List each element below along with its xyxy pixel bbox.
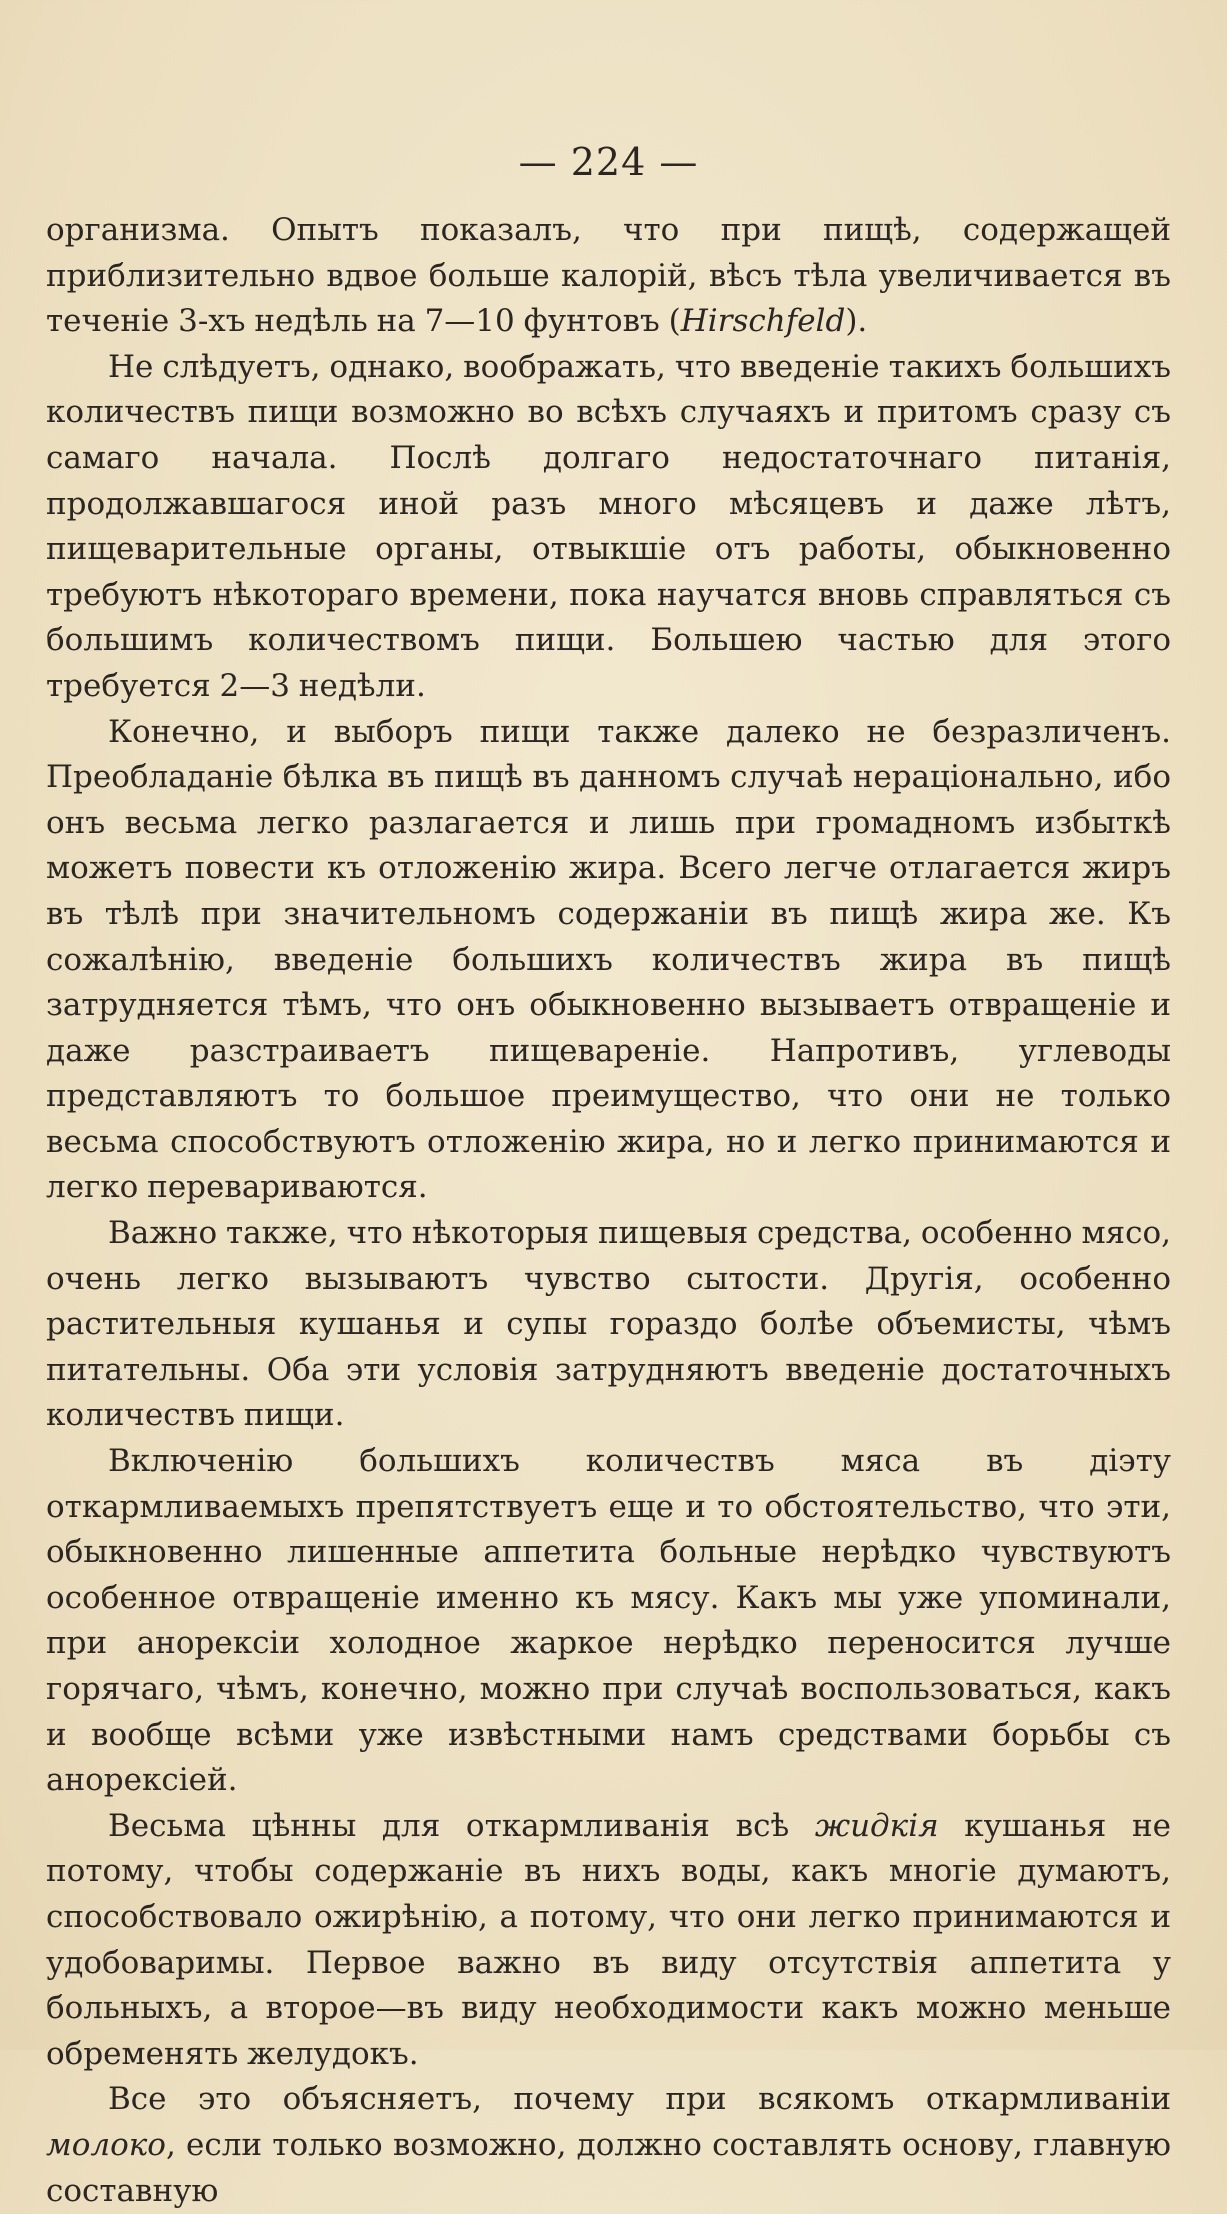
paragraph	[46, 2077, 1171, 2214]
text-run: Не слѣдуетъ, однако, воображать, что введеніе такихъ большихъ количествъ пищи возможно во всѣхъ случаяхъ и притомъ сразу съ самаго начала. Послѣ долгаго недостаточнаго питанія, продолжавшагося иной разъ много мѣсяцевъ и даже лѣтъ, пищеварительные органы, отвыкшіе отъ работы, обыкновенно требуютъ нѣкотораго времени, пока научатся вновь справляться съ большимъ количествомъ пищи. Большею частью для этого требуется 2—3 недѣли.	[46, 348, 1171, 704]
page-number: — 224 —	[518, 140, 699, 184]
italic-text: молоко	[46, 2126, 166, 2163]
paragraph	[46, 208, 1171, 345]
italic-text: Hirschfeld	[680, 303, 846, 340]
text-run: Важно также, что нѣкоторыя пищевыя средства, особенно мясо, очень легко вызываютъ чувство сытости. Другія, особенно растительныя кушанья и супы гораздо болѣе объемисты, чѣмъ питательны. Оба эти условія затрудняютъ введеніе достаточныхъ количествъ пищи.	[46, 1215, 1171, 1434]
paragraph	[46, 1211, 1171, 1439]
text-run: ).	[845, 303, 868, 340]
text-run: организма. Опытъ показалъ, что при пищѣ, содержащей приблизительно вдвое больше калорій, вѣсъ тѣла увеличивается въ теченіе 3-хъ недѣль на 7—10 фунтовъ (	[46, 212, 1171, 340]
text-run: кушанья не потому, чтобы содержаніе въ нихъ воды, какъ многіе думаютъ, способствовало ожирѣнію, а потому, что они легко принимаются и удобоваримы. Первое важно въ виду отсутствія аппетита у больныхъ, а второе—въ виду необходимости какъ можно меньше обременять желудокъ.	[46, 1807, 1171, 2072]
paragraph	[46, 1804, 1171, 2078]
text-run: Все это объясняетъ, почему при всякомъ откармливаніи	[108, 2081, 1171, 2118]
paragraph	[46, 1439, 1171, 1804]
paragraph	[46, 345, 1171, 710]
text-run: Конечно, и выборъ пищи также далеко не безразличенъ. Преобладаніе бѣлка въ пищѣ въ данномъ случаѣ нераціонально, ибо онъ весьма легко разлагается и лишь при громадномъ избыткѣ можетъ повести къ отложенію жира. Всего легче отлагается жиръ въ тѣлѣ при значительномъ содержаніи въ пищѣ жира же. Къ сожалѣнію, введеніе большихъ количествъ жира въ пищѣ затрудняется тѣмъ, что онъ обыкновенно вызываетъ отвращеніе и даже разстраиваетъ пищевареніе. Напротивъ, углеводы представляютъ то большое преимущество, что они не только весьма способствуютъ отложенію жира, но и легко принимаются и легко перевариваются.	[46, 713, 1171, 1206]
italic-text: жидкія	[814, 1807, 939, 1844]
text-run: , если только возможно, должно составлять основу, главную составную	[46, 2126, 1171, 2209]
text-run: Весьма цѣнны для откармливанія всѣ	[108, 1807, 815, 1844]
paragraph	[46, 710, 1171, 1212]
text-run: Включенію большихъ количествъ мяса въ діэту откармливаемыхъ препятствуетъ еще и то обстоятельство, что эти, обыкновенно лишенные аппетита больные нерѣдко чувствуютъ особенное отвращеніе именно къ мясу. Какъ мы уже упоминали, при анорексіи холодное жаркое нерѣдко переносится лучше горячаго, чѣмъ, конечно, можно при случаѣ воспользоваться, какъ и вообще всѣми уже извѣстными намъ средствами борьбы съ анорексіей.	[46, 1443, 1171, 1799]
body-text	[46, 208, 1171, 2214]
